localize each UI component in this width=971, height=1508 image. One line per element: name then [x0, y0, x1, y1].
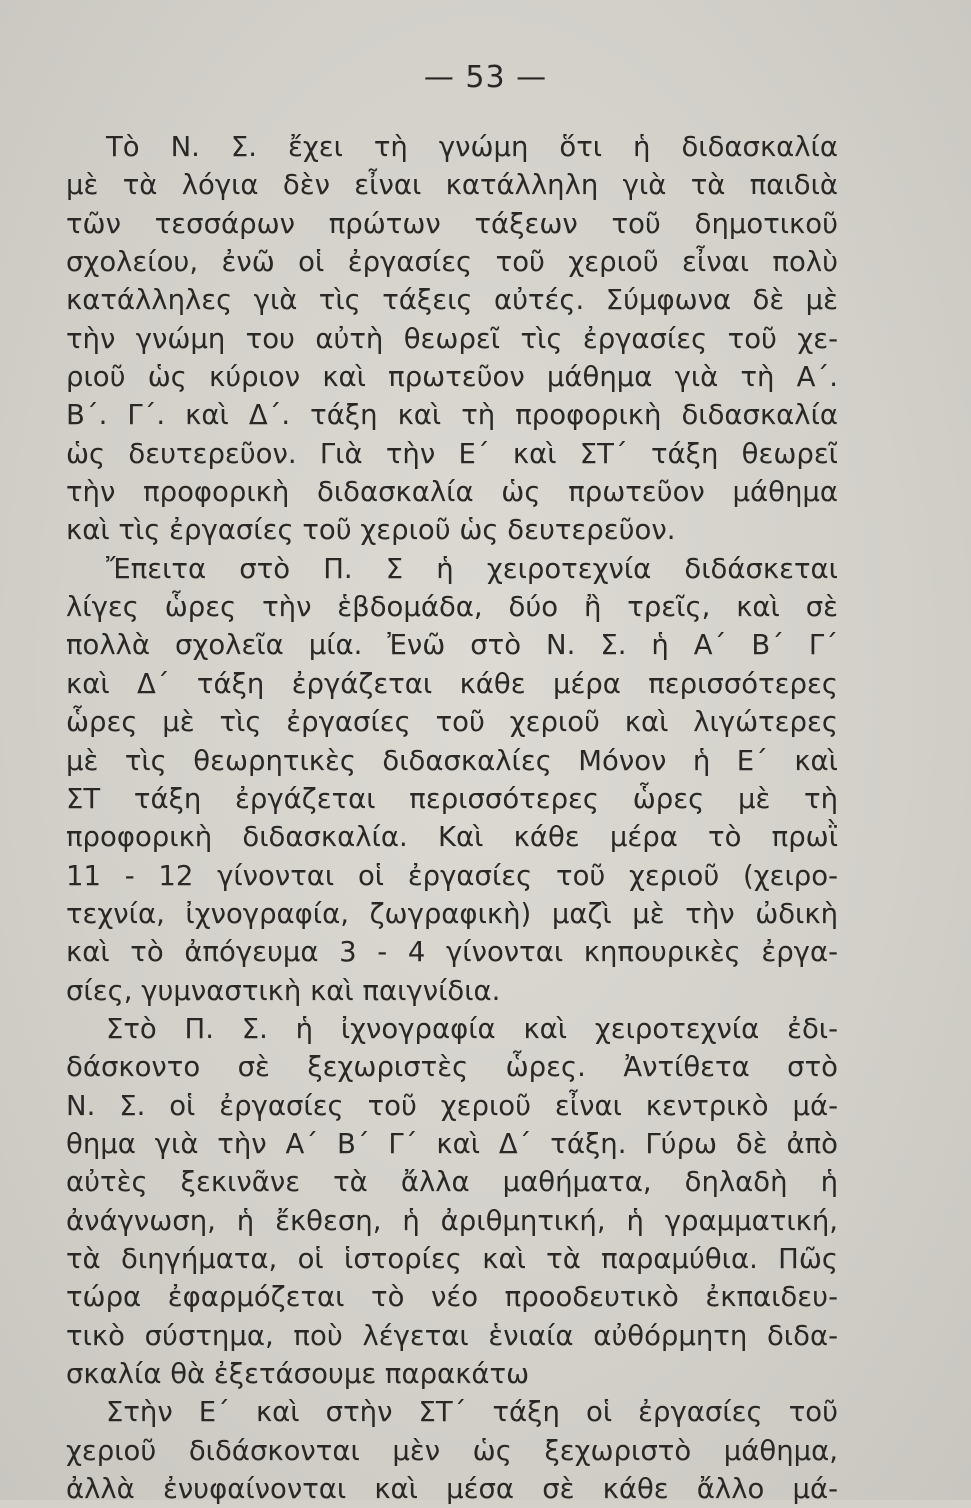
text-line: ΣΤ τάξη ἐργάζεται περισσότερες ὧρες μὲ τὴ [66, 782, 838, 815]
text-line: τῶν τεσσάρων πρώτων τάξεων τοῦ δημοτικοῦ [66, 207, 838, 240]
text-line: Τὸ Ν. Σ. ἔχει τὴ γνώμη ὅτι ἡ διδασκαλία [106, 131, 838, 163]
text-line: τὴν προφορικὴ διδασκαλία ὡς πρωτεῦον μάθημα [66, 476, 838, 509]
text-line: ἀνάγνωση, ἡ ἔκθεση, ἡ ἀριθμητική, ἡ γραμματική, [66, 1204, 838, 1237]
text-line: Β΄. Γ΄. καὶ Δ΄. τάξη καὶ τὴ προφορικὴ διδασκαλία [66, 399, 838, 432]
text-line: καὶ τὶς ἐργασίες τοῦ χεριοῦ ὡς δευτερεῦον. [66, 514, 676, 547]
text-line: πολλὰ σχολεῖα μία. Ἐνῶ στὸ Ν. Σ. ἡ Α΄ Β΄ Γ΄ [66, 629, 838, 662]
text-line: τώρα ἐφαρμόζεται τὸ νέο προοδευτικὸ ἐκπαιδευ- [66, 1281, 838, 1314]
text-line: αὐτὲς ξεκινᾶνε τὰ ἄλλα μαθήματα, δηλαδὴ ἡ [66, 1166, 838, 1199]
text-line: κατάλληλες γιὰ τὶς τάξεις αὐτές. Σύμφωνα δὲ μὲ [66, 284, 838, 317]
text-line: δάσκοντο σὲ ξεχωριστὲς ὧρες. Ἀντίθετα στὸ [66, 1051, 838, 1084]
text-line: ὧρες μὲ τὶς ἐργασίες τοῦ χεριοῦ καὶ λιγώτερες [66, 706, 838, 739]
text-line: τεχνία, ἰχνογραφία, ζωγραφικὴ) μαζὶ μὲ τὴν ὠδικὴ [66, 897, 838, 930]
text-line: Ν. Σ. οἱ ἐργασίες τοῦ χεριοῦ εἶναι κεντρικὸ μά- [66, 1089, 838, 1122]
text-line: θημα γιὰ τὴν Α΄ Β΄ Γ΄ καὶ Δ΄ τάξη. Γύρω δὲ ἀπὸ [66, 1127, 838, 1160]
body-text [66, 128, 838, 1508]
text-line: τὰ διηγήματα, οἱ ἱστορίες καὶ τὰ παραμύθια. Πῶς [66, 1242, 838, 1275]
text-line: σχολείου, ἐνῶ οἱ ἐργασίες τοῦ χεριοῦ εἶναι πολὺ [66, 246, 838, 279]
text-line: Στὴν Ε΄ καὶ στὴν ΣΤ΄ τάξη οἱ ἐργασίες τοῦ [106, 1396, 838, 1429]
text-line: τικὸ σύστημα, ποὺ λέγεται ἑνιαία αὐθόρμητη διδα- [66, 1319, 838, 1352]
text-line: Στὸ Π. Σ. ἡ ἰχνογραφία καὶ χειροτεχνία ἐδι- [106, 1012, 838, 1045]
text-line: μὲ τὰ λόγια δὲν εἶναι κατάλληλη γιὰ τὰ παιδιὰ [66, 169, 838, 202]
text-line: σκαλία θὰ ἐξετάσουμε παρακάτω [66, 1358, 530, 1390]
text-line: προφορικὴ διδασκαλία. Καὶ κάθε μέρα τὸ πρωῒ [66, 821, 838, 854]
text-line: καὶ Δ΄ τάξη ἐργάζεται κάθε μέρα περισσότερες [66, 667, 838, 700]
text-line: Ἔπειτα στὸ Π. Σ ἡ χειροτεχνία διδάσκεται [106, 552, 838, 585]
text-line: λίγες ὧρες τὴν ἑβδομάδα, δύο ἢ τρεῖς, καὶ σὲ [66, 591, 838, 624]
text-line: τὴν γνώμη του αὐτὴ θεωρεῖ τὶς ἐργασίες τοῦ χε- [66, 322, 838, 355]
text-line: 11 - 12 γίνονται οἱ ἐργασίες τοῦ χεριοῦ (χειρο- [66, 859, 838, 892]
text-line: καὶ τὸ ἀπόγευμα 3 - 4 γίνονται κηπουρικὲς ἐργα- [66, 936, 838, 969]
text-line: σίες, γυμναστικὴ καὶ παιγνίδια. [66, 974, 501, 1007]
text-line: ἀλλὰ ἐνυφαίνονται καὶ μέσα σὲ κάθε ἄλλο μά- [66, 1473, 838, 1506]
text-line: χεριοῦ διδάσκονται μὲν ὡς ξεχωριστὸ μάθημα, [66, 1434, 838, 1467]
text-line: μὲ τὶς θεωρητικὲς διδασκαλίες Μόνον ἡ Ε΄ καὶ [66, 744, 838, 777]
text-line: ριοῦ ὡς κύριον καὶ πρωτεῦον μάθημα γιὰ τὴ Α΄. [66, 361, 838, 394]
page-number: — 53 — [423, 60, 548, 95]
text-line: ὡς δευτερεῦον. Γιὰ τὴν Ε΄ καὶ ΣΤ΄ τάξη θεωρεῖ [66, 437, 838, 470]
